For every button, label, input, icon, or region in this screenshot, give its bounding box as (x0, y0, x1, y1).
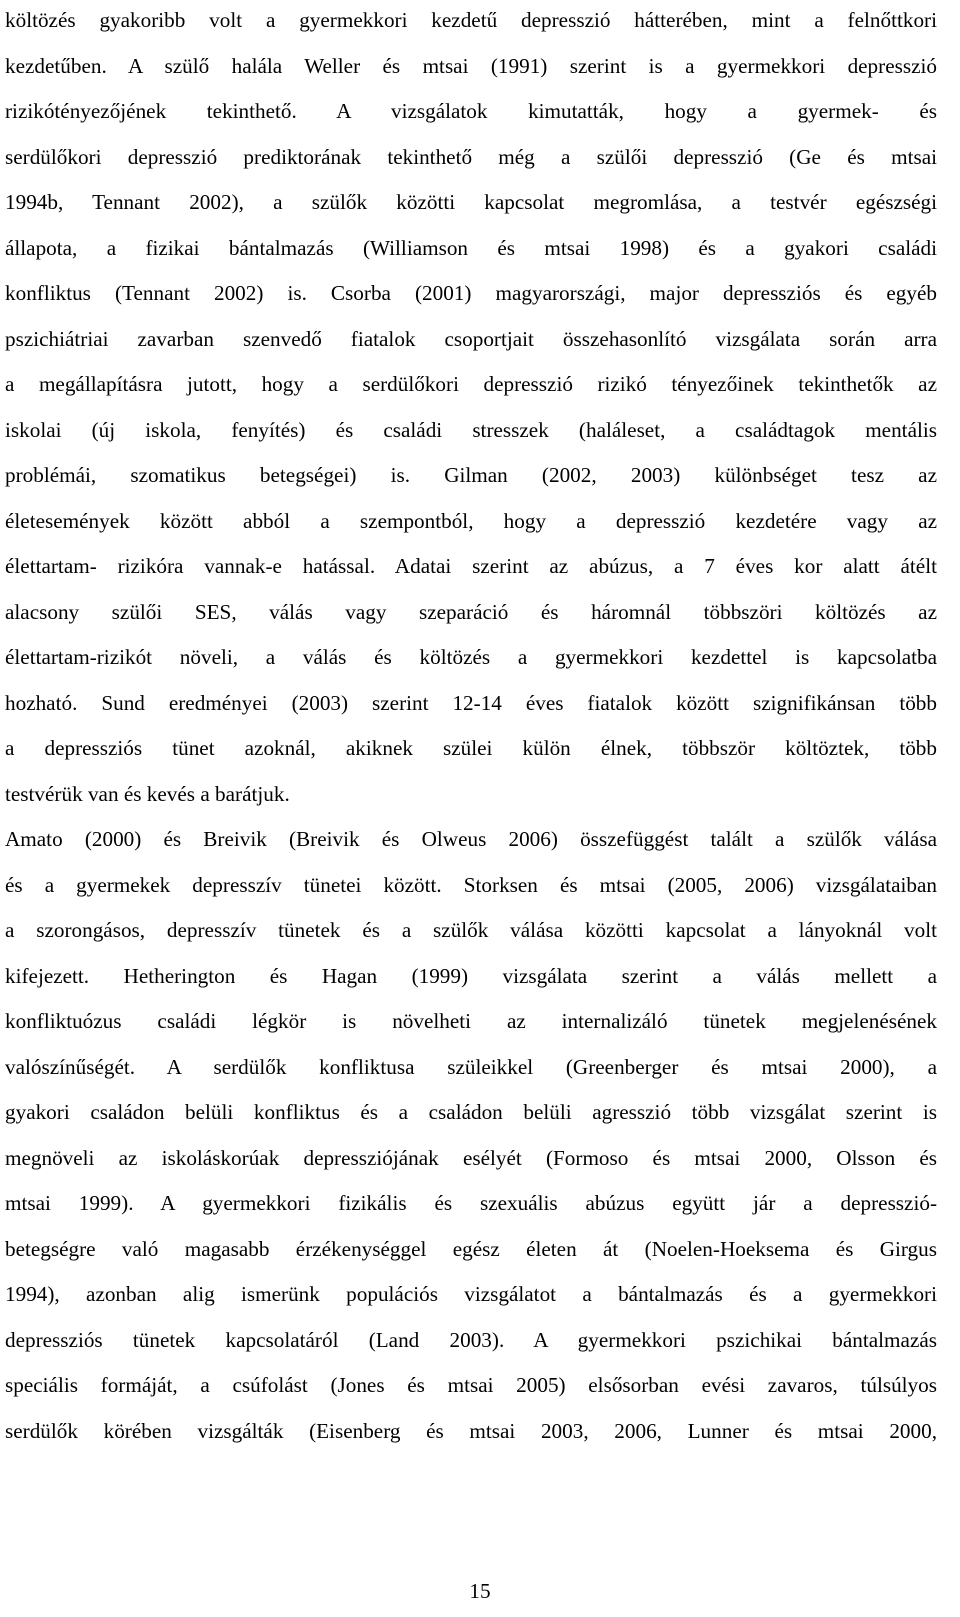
text-line: 1994), azonban alig ismerünk populációs vizsgálatot a bántalmazás és a gyermekkori (5, 1282, 937, 1306)
text-line: betegségre való magasabb érzékenységgel egész életen át (Noelen-Hoeksema és Girgus (5, 1236, 937, 1261)
text-line: élettartam- rizikóra vannak-e hatással. Adatai szerint az abúzus, a 7 éves kor alatt átélt (5, 554, 937, 578)
text-line: a depressziós tünet azoknál, akiknek szülei külön élnek, többször költöztek, több (5, 736, 937, 760)
text-line: testvérük van és kevés a barátjuk. (5, 781, 290, 806)
page-number: 15 (469, 1579, 491, 1603)
text-line: életesemények között abból a szempontból, hogy a depresszió kezdetére vagy az (5, 508, 937, 533)
text-line: konfliktuózus családi légkör is növelheti az internalizáló tünetek megjelenésének (5, 1009, 937, 1033)
text-line: hozható. Sund eredményei (2003) szerint 12-14 éves fiatalok között szignifikánsan több (5, 690, 937, 715)
text-line: és a gyermekek depresszív tünetei között. Storksen és mtsai (2005, 2006) vizsgálataiban (5, 872, 937, 897)
text-line: problémái, szomatikus betegségei) is. Gilman (2002, 2003) különbséget tesz az (5, 463, 937, 487)
text-line: konfliktus (Tennant 2002) is. Csorba (2001) magyarországi, major depressziós és egyéb (5, 281, 937, 305)
text-line: 1994b, Tennant 2002), a szülők közötti kapcsolat megromlása, a testvér egészségi (5, 190, 937, 214)
paragraph-2 (5, 821, 937, 1458)
text-line: kezdetűben. A szülő halála Weller és mtsai (1991) szerint is a gyermekkori depresszió (5, 53, 937, 78)
text-line: serdülőkori depresszió prediktorának tekinthető még a szülői depresszió (Ge és mtsai (5, 144, 937, 169)
text-line: gyakori családon belüli konfliktus és a családon belüli agresszió több vizsgálat szerint is (5, 1100, 937, 1124)
text-line: mtsai 1999). A gyermekkori fizikális és szexuális abúzus együtt jár a depresszió- (5, 1191, 937, 1215)
text-line: speciális formáját, a csúfolást (Jones és mtsai 2005) elsősorban evési zavaros, túlsúlyos (5, 1373, 937, 1397)
text-line: pszichiátriai zavarban szenvedő fiatalok csoportjait összehasonlító vizsgálata során arra (5, 326, 937, 351)
text-line: kifejezett. Hetherington és Hagan (1999) vizsgálata szerint a válás mellett a (5, 963, 937, 988)
text-line: Amato (2000) és Breivik (Breivik és Olweus 2006) összefüggést talált a szülők válása (5, 827, 937, 851)
text-line: depressziós tünetek kapcsolatáról (Land 2003). A gyermekkori pszichikai bántalmazás (5, 1327, 937, 1352)
text-line: rizikótényezőjének tekinthető. A vizsgálatok kimutatták, hogy a gyermek- és (5, 99, 937, 123)
text-line: valószínűségét. A serdülők konfliktusa szüleikkel (Greenberger és mtsai 2000), a (5, 1054, 937, 1079)
paragraph-1 (5, 2, 937, 821)
text-line: költözés gyakoribb volt a gyermekkori kezdetű depresszió hátterében, mint a felnőttkori (5, 8, 937, 32)
text-line: élettartam-rizikót növeli, a válás és költözés a gyermekkori kezdettel is kapcsolatba (5, 645, 937, 669)
document-body (5, 2, 937, 1458)
text-line: alacsony szülői SES, válás vagy szeparáció és háromnál többszöri költözés az (5, 599, 937, 624)
text-line: állapota, a fizikai bántalmazás (Williamson és mtsai 1998) és a gyakori családi (5, 235, 937, 260)
text-line: serdülők körében vizsgálták (Eisenberg és mtsai 2003, 2006, Lunner és mtsai 2000, (5, 1418, 937, 1443)
text-line: megnöveli az iskoláskorúak depressziójának esélyét (Formoso és mtsai 2000, Olsson és (5, 1145, 937, 1170)
text-line: a szorongásos, depresszív tünetek és a szülők válása közötti kapcsolat a lányoknál volt (5, 918, 937, 942)
text-line: a megállapításra jutott, hogy a serdülőkori depresszió rizikó tényezőinek tekinthetők az (5, 372, 937, 396)
text-line: iskolai (új iskola, fenyítés) és családi stresszek (haláleset, a családtagok mentális (5, 417, 937, 442)
